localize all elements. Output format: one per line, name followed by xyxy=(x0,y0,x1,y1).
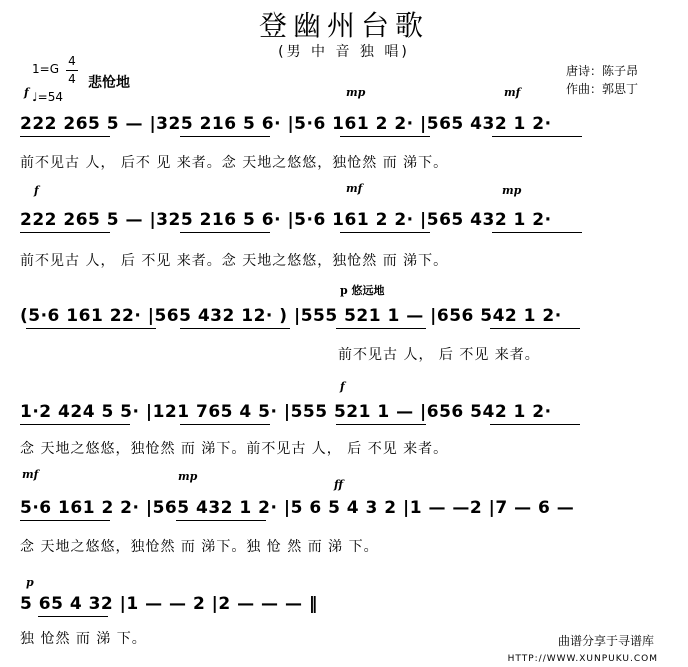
score-system-1 xyxy=(0,86,688,176)
tempo-marking: ♩=54 xyxy=(32,90,63,104)
time-signature-top: 4 xyxy=(68,54,76,68)
dynamic-marking: p xyxy=(26,576,34,589)
beam-underline xyxy=(20,136,110,137)
score-system-3 xyxy=(0,280,688,372)
lyric-line: 前不见古 人， 后 不见 来者。念 天地之悠悠，独怆然 而 涕下。 xyxy=(20,253,449,269)
dynamic-marking: mp xyxy=(178,470,198,483)
score-system-4 xyxy=(0,378,688,468)
beam-underline xyxy=(336,424,426,425)
mood-marking: 悲怆地 xyxy=(88,75,130,91)
lyric-line: 前不见古 人， 后不 见 来者。念 天地之悠悠，独怆然 而 涕下。 xyxy=(20,155,449,171)
dynamic-marking: f xyxy=(340,380,345,393)
beam-underline xyxy=(340,136,430,137)
dynamic-marking: mp xyxy=(346,86,366,99)
footer-url[interactable]: HTTP://WWW.XUNPUKU.COM xyxy=(507,654,658,664)
score-system-2 xyxy=(0,182,688,272)
score-title: 登幽州台歌 xyxy=(258,9,429,42)
notation-line: 5·6 161 2 2· |565 432 1 2· |5 6 5 4 3 2 |1 — —2 |7 — 6 — xyxy=(20,498,575,518)
time-signature-rule xyxy=(66,70,78,71)
key-signature: 1=G xyxy=(32,62,59,76)
beam-underline xyxy=(180,424,270,425)
beam-underline xyxy=(26,328,156,329)
lyric-line: 前不见古 人， 后 不见 来者。 xyxy=(338,347,540,363)
dynamic-marking: f xyxy=(34,184,39,197)
beam-underline xyxy=(336,328,426,329)
notation-line: 222 265 5 — |325 216 5 6· |5·6 161 2 2· |565 432 1 2· xyxy=(20,210,552,230)
dynamic-marking: mp xyxy=(502,184,522,197)
composer-credit: 作曲：郭思丁 xyxy=(566,82,639,96)
beam-underline xyxy=(20,520,110,521)
beam-underline xyxy=(20,232,110,233)
dynamic-marking: p 悠远地 xyxy=(340,284,385,297)
notation-line: (5·6 161 22· |565 432 12· ) |555 521 1 — |656 542 1 2· xyxy=(20,306,562,326)
beam-underline xyxy=(176,520,266,521)
lyric-line: 独 怆然 而 涕 下。 xyxy=(20,631,147,647)
beam-underline xyxy=(492,136,582,137)
dynamic-marking: f xyxy=(24,86,29,99)
notation-line: 1·2 424 5 5· |121 765 4 5· |555 521 1 — |656 542 1 2· xyxy=(20,402,552,422)
score-subtitle: (男 中 音 独 唱) xyxy=(278,44,410,60)
score-system-5 xyxy=(0,462,688,562)
footer-share-text: 曲谱分享于寻谱库 xyxy=(557,634,654,648)
notation-line: 5 65 4 32 |1 — — 2 |2 — — — ‖ xyxy=(20,594,318,614)
dynamic-marking: ff xyxy=(334,478,344,491)
beam-underline xyxy=(490,328,580,329)
dynamic-marking: mf xyxy=(22,468,39,481)
dynamic-marking: mf xyxy=(504,86,521,99)
beam-underline xyxy=(20,424,130,425)
lyric-line: 念 天地之悠悠，独怆然 而 涕下。前不见古 人， 后 不见 来者。 xyxy=(20,441,449,457)
beam-underline xyxy=(180,136,270,137)
beam-underline xyxy=(492,232,582,233)
beam-underline xyxy=(180,232,270,233)
beam-underline xyxy=(180,328,290,329)
beam-underline xyxy=(490,424,580,425)
time-signature-bottom: 4 xyxy=(68,72,76,86)
dynamic-marking: mf xyxy=(346,182,363,195)
beam-underline xyxy=(38,616,108,617)
beam-underline xyxy=(340,232,430,233)
notation-line: 222 265 5 — |325 216 5 6· |5·6 161 2 2· |565 432 1 2· xyxy=(20,114,552,134)
lyricist-credit: 唐诗：陈子昂 xyxy=(566,64,639,78)
lyric-line: 念 天地之悠悠，独怆然 而 涕下。独 怆 然 而 涕 下。 xyxy=(20,539,379,555)
